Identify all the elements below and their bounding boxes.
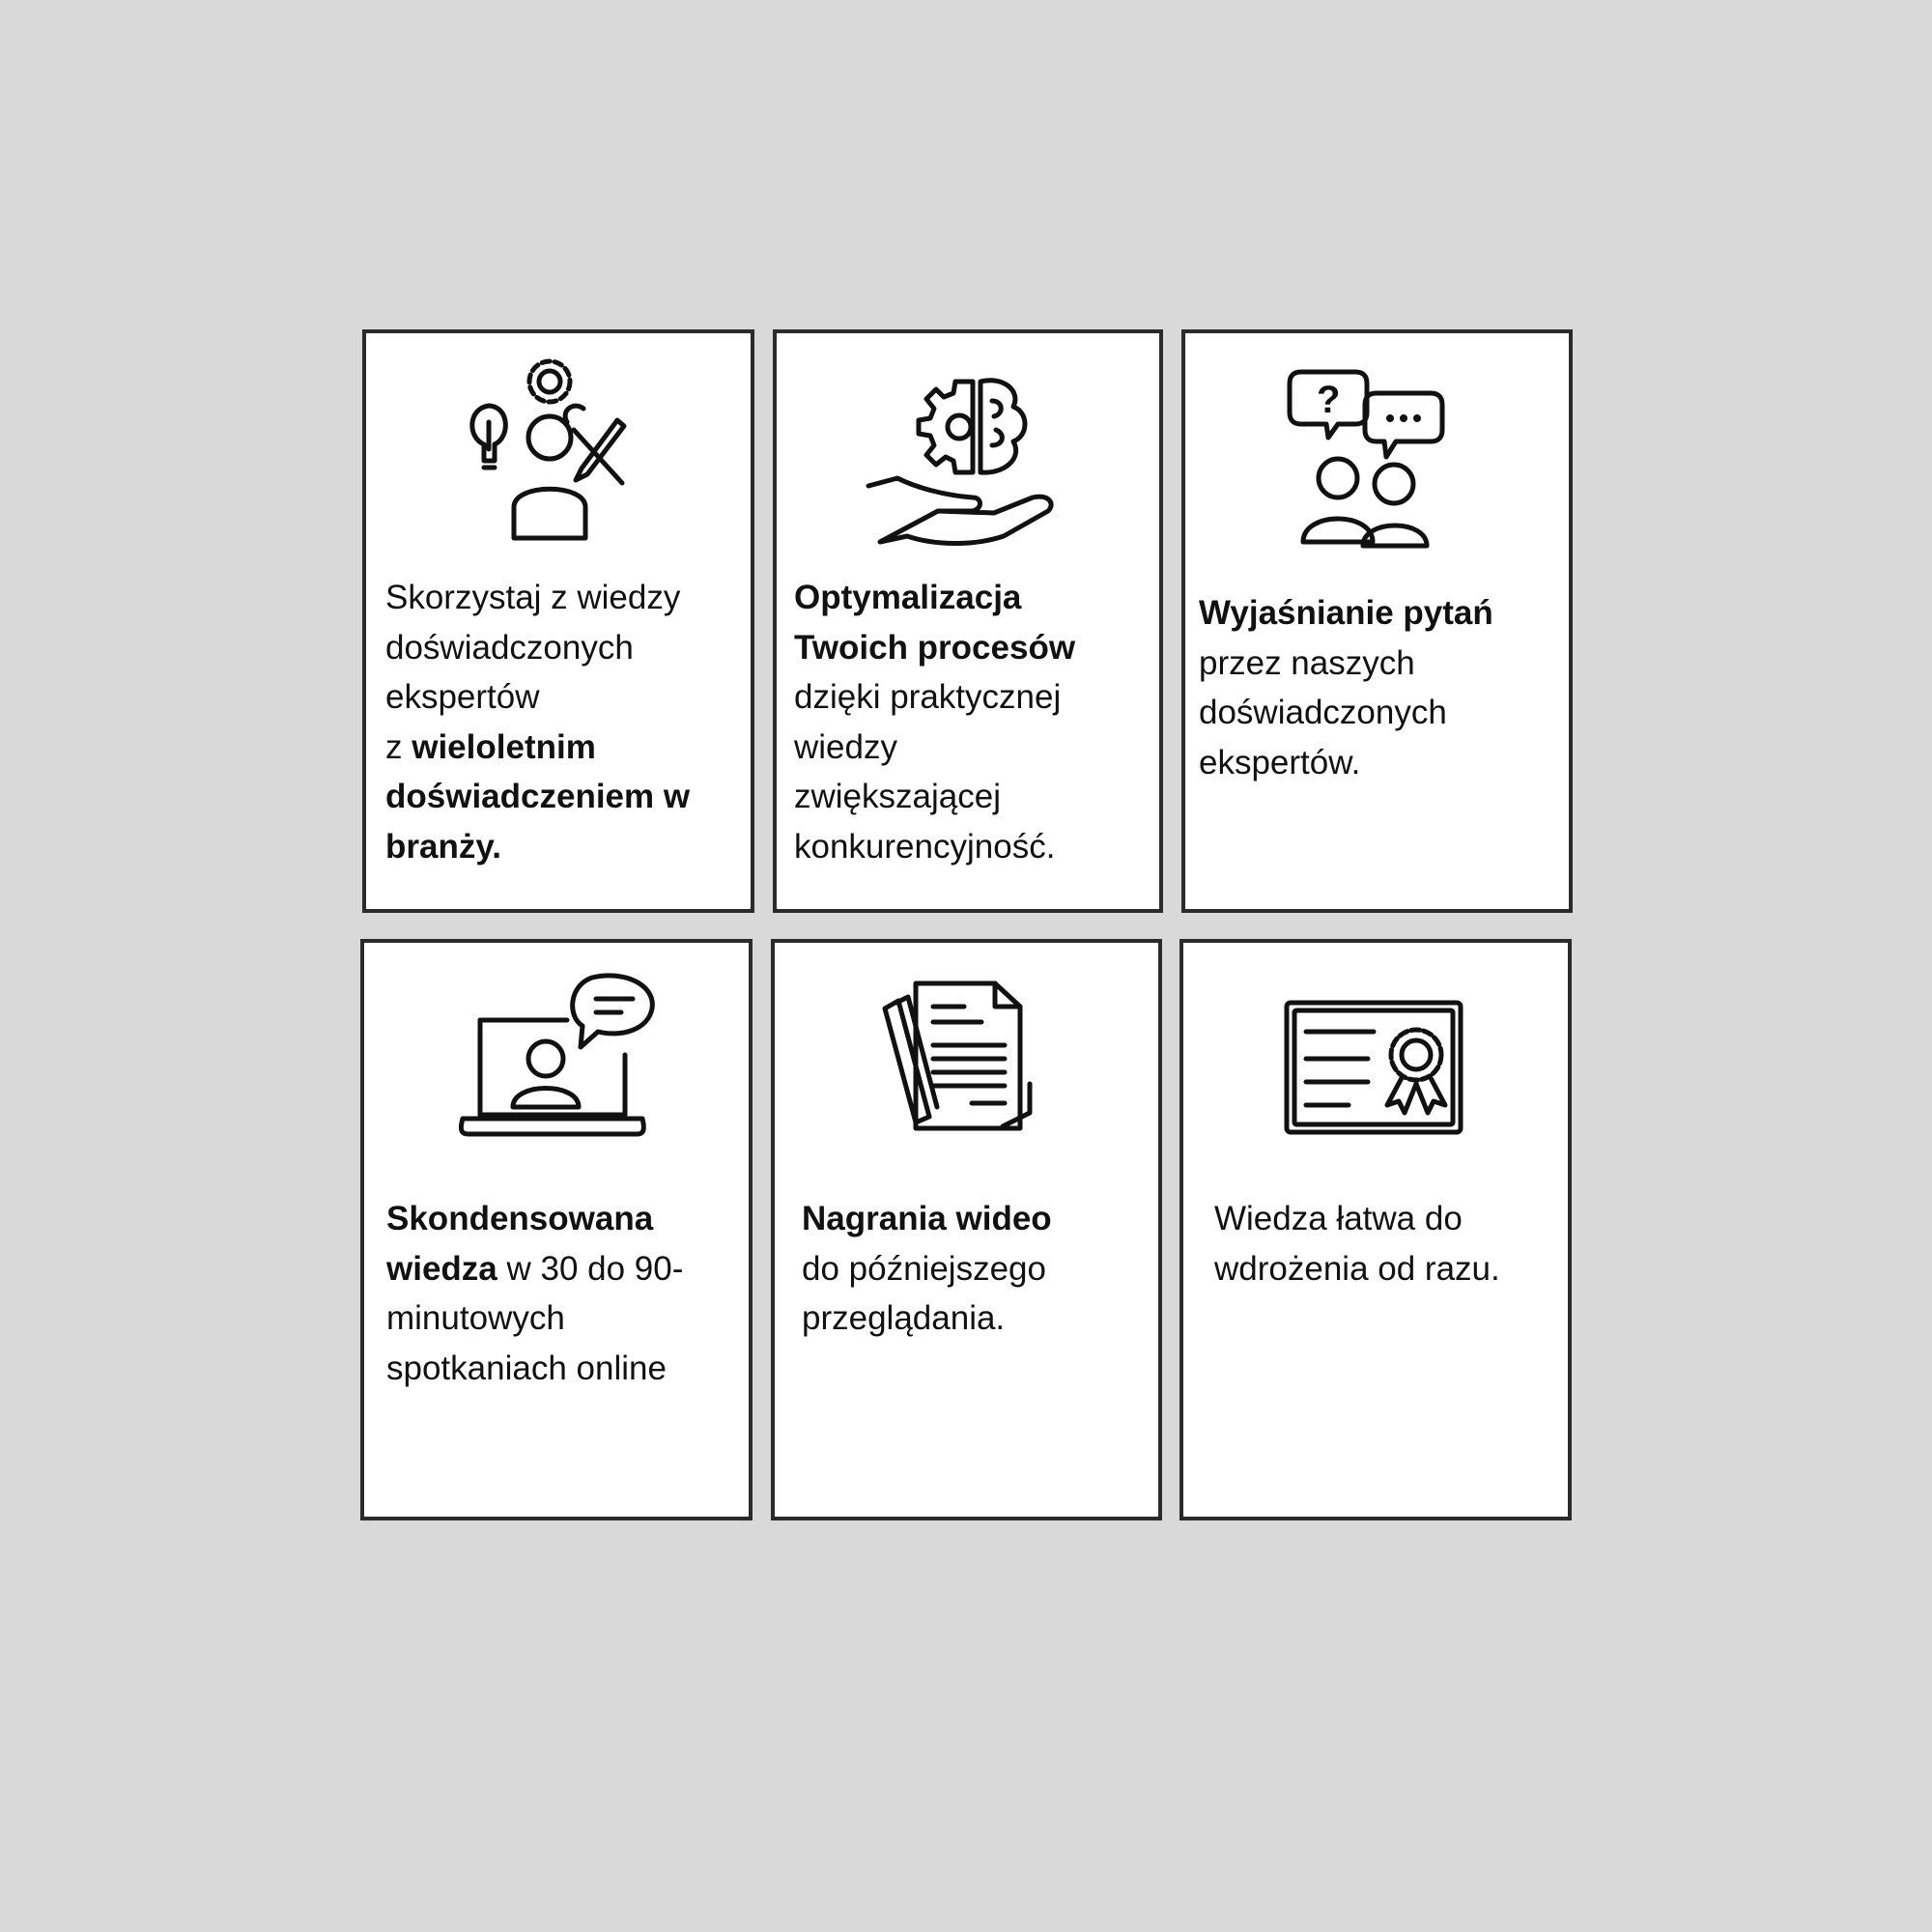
text-line: zwiększającej (794, 778, 1001, 815)
text-line: branży. (385, 827, 501, 866)
text-line: Twoich procesów (794, 628, 1076, 667)
text-line: z wieloletnim (385, 727, 596, 766)
text-line: Optymalizacja (794, 579, 1022, 616)
card-text (1214, 1194, 1500, 1293)
text-line: wiedzy (794, 727, 897, 766)
text-line: Skorzystaj z wiedzy (385, 579, 681, 616)
text-line: wiedza w 30 do 90- (386, 1249, 684, 1288)
text-line: do późniejszego (802, 1249, 1046, 1288)
feature-card-recordings (771, 939, 1162, 1520)
text-line: przez naszych (1199, 643, 1415, 682)
feature-card-optimization (773, 329, 1163, 913)
text-line: doświadczonych (385, 628, 634, 667)
text-line: wdrożenia od razu. (1214, 1249, 1500, 1288)
laptop-video-call-icon (451, 962, 673, 1165)
card-text (385, 573, 690, 871)
text-line: konkurencyjność. (794, 827, 1056, 866)
text-line: minutowych (386, 1299, 565, 1337)
text-line: Nagrania wideo (802, 1200, 1052, 1237)
text-line: ekspertów. (1199, 743, 1361, 781)
brain-gear-hand-icon (859, 353, 1081, 555)
feature-card-implementation (1179, 939, 1572, 1520)
card-text (386, 1194, 683, 1393)
feature-card-online-meetings (360, 939, 753, 1520)
card-text (802, 1194, 1052, 1344)
text-line: ekspertów (385, 678, 540, 716)
people-questions-icon (1270, 353, 1492, 555)
certificate-icon (1275, 981, 1497, 1184)
expert-skills-icon (458, 353, 680, 555)
text-line: dzięki praktycznej (794, 678, 1062, 716)
card-text (1199, 588, 1493, 787)
text-line: przeglądania. (802, 1299, 1006, 1337)
text-line: Wyjaśnianie pytań (1199, 594, 1493, 632)
text-line: doświadczeniem w (385, 778, 691, 815)
text-line: Wiedza łatwa do (1214, 1200, 1463, 1237)
feature-card-questions (1181, 329, 1573, 913)
text-line: doświadczonych (1199, 694, 1447, 731)
text-line: Skondensowana (386, 1200, 654, 1237)
text-line: spotkaniach online (386, 1349, 667, 1387)
feature-card-experts (362, 329, 754, 913)
card-text (794, 573, 1075, 871)
documents-icon (860, 962, 1082, 1165)
svg-text:?: ? (1317, 379, 1341, 421)
